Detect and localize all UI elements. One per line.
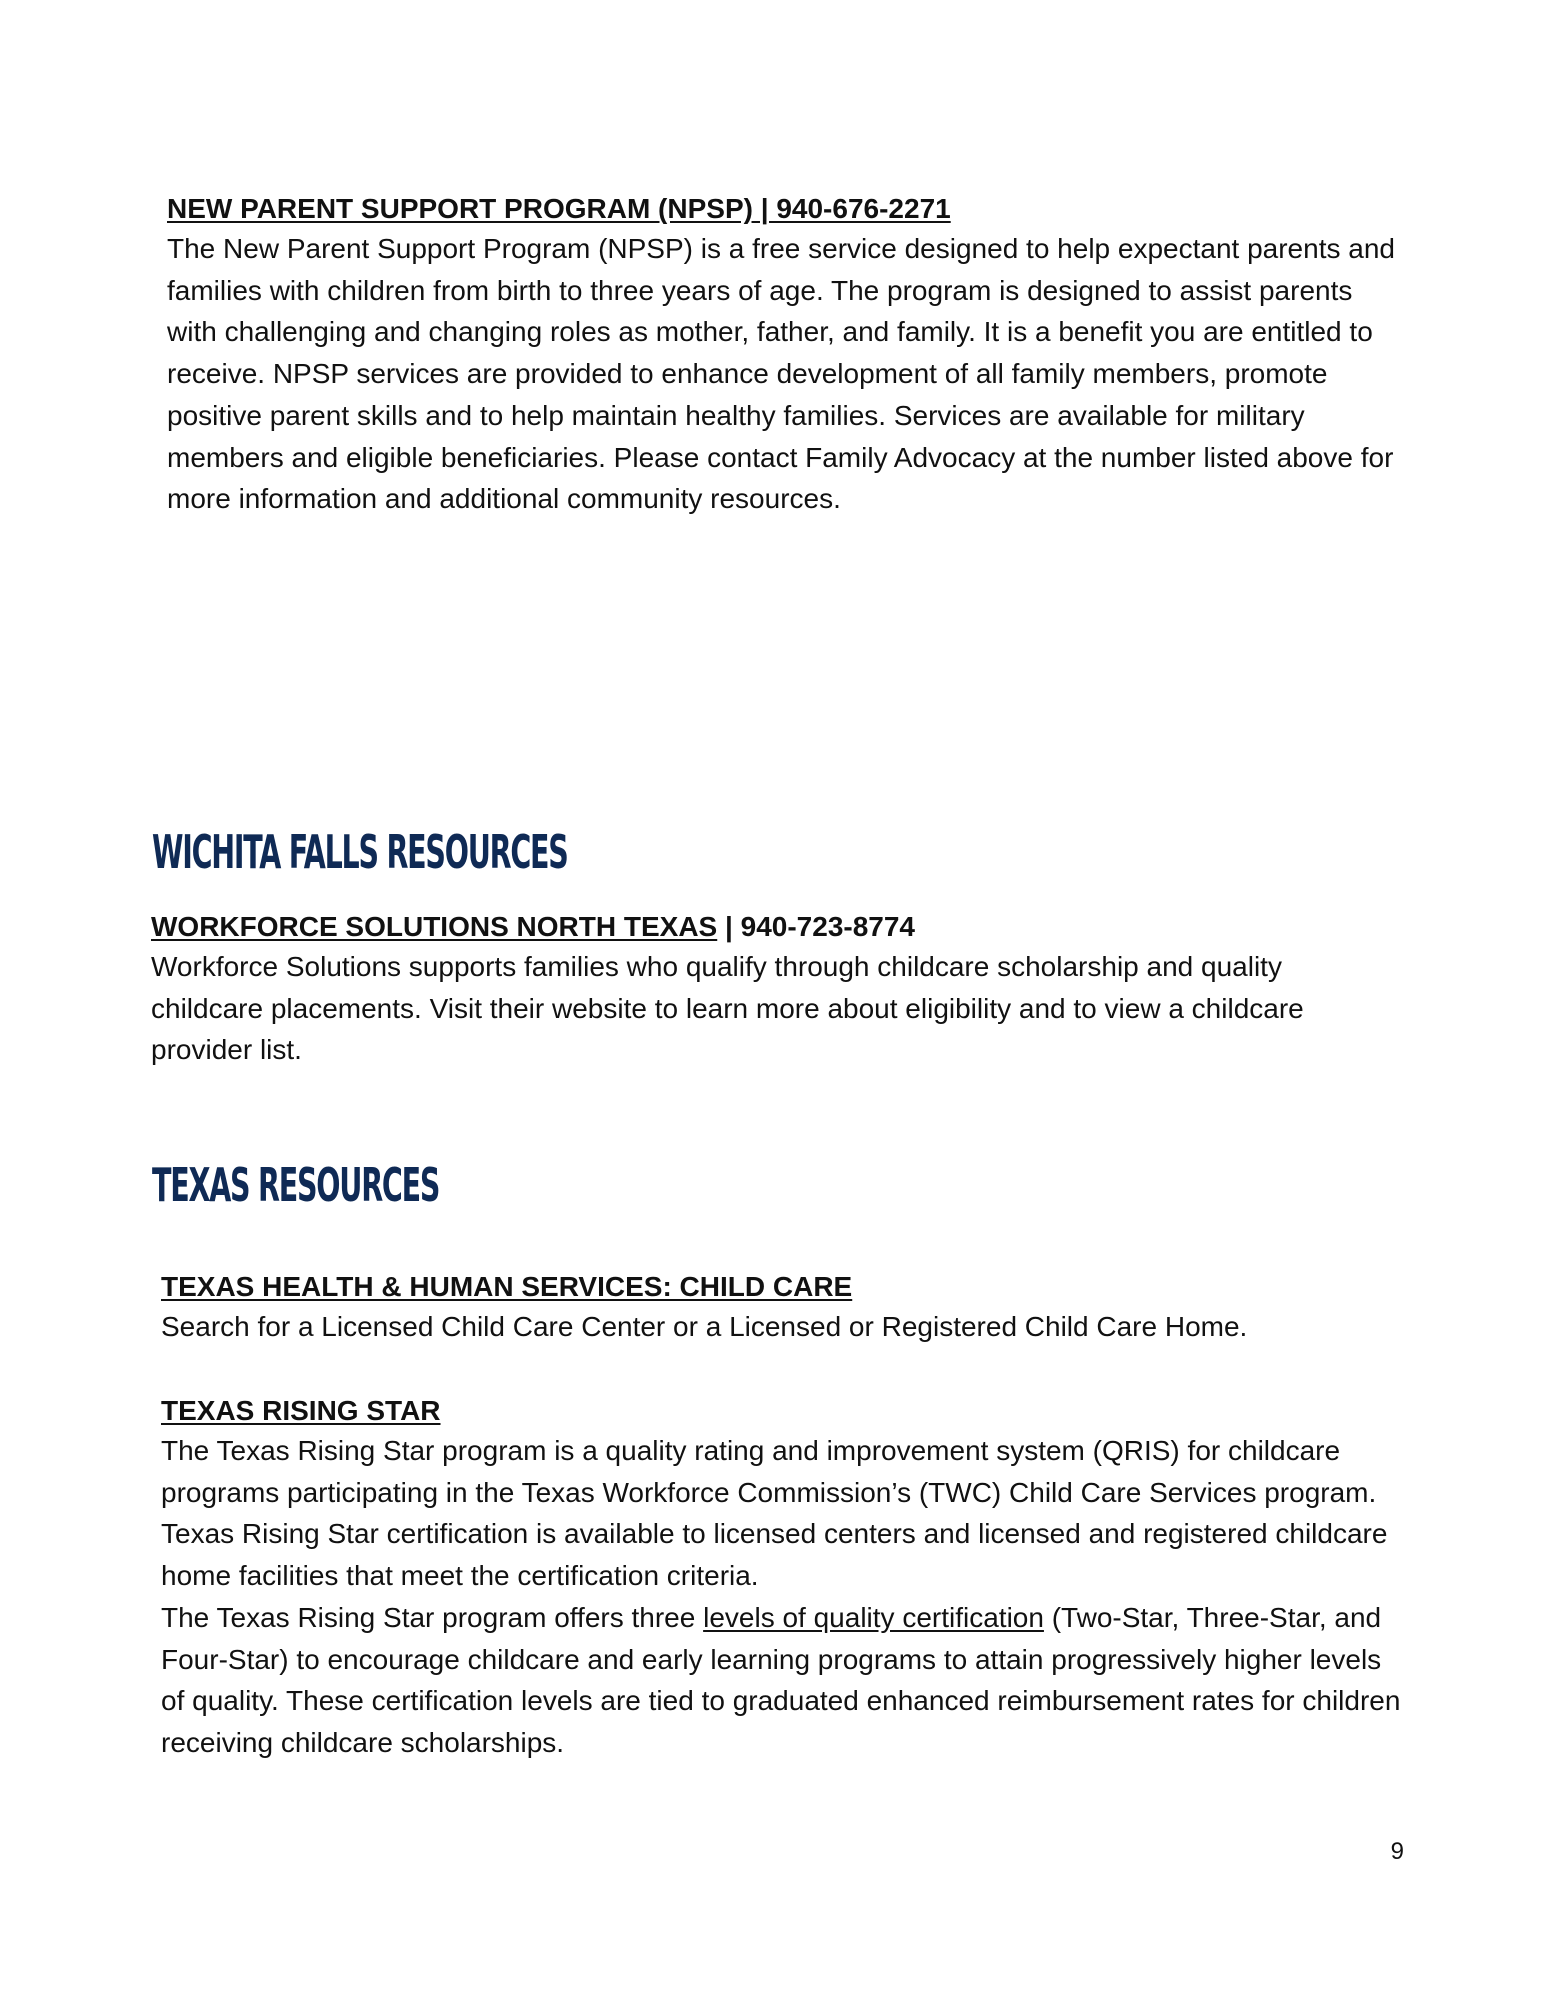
texas-rising-star-paragraph-1: The Texas Rising Star program is a quality rating and improvement system (QRIS) for childcare programs participating in the Texas Workforce Commission’s (TWC) Child Care Services program. bbox=[161, 1435, 1377, 1508]
workforce-phone: | 940-723-8774 bbox=[717, 911, 915, 942]
rising-star-text-before-link: The Texas Rising Star program offers three bbox=[161, 1601, 704, 1633]
npsp-description: The New Parent Support Program (NPSP) is a free service designed to help expectant parents and families with children from birth to three years of age. The program is designed to assist parents with challenging and changing roles as mother, father, and family. It is a benefit you are entitled to receive. NPSP services are provided to enhance development of all family members, promote positive parent skills and to help maintain healthy families. Services are available for military members and eligible beneficiaries. Please contact Family Advocacy at the number listed above for more information and additional community resources. bbox=[167, 233, 1395, 515]
wichita-falls-section-title: WICHITA FALLS RESOURCES bbox=[152, 825, 568, 879]
texas-rising-star-heading bbox=[161, 1392, 1401, 1430]
workforce-solutions-link[interactable]: WORKFORCE SOLUTIONS NORTH TEXAS bbox=[151, 911, 718, 942]
levels-of-quality-certification-link[interactable]: levels of quality certification bbox=[703, 1601, 1044, 1633]
texas-hhs-section bbox=[161, 1268, 1401, 1348]
workforce-heading bbox=[151, 908, 1391, 946]
workforce-solutions-section bbox=[151, 908, 1391, 1071]
page-number: 9 bbox=[1390, 1838, 1404, 1865]
rising-star-text-after-link: (Two-Star, Three-Star, and Four-Star) to encourage childcare and early learning programs to attain progressively higher levels of quality. These certification levels are tied to graduated enhanced reimbursement rates for children receiving childcare scholarships. bbox=[161, 1601, 1401, 1758]
texas-rising-star-paragraph-2: Texas Rising Star certification is available to licensed centers and licensed and registered childcare home facilities that meet the certification criteria. bbox=[161, 1518, 1388, 1592]
texas-resources-section-title: TEXAS RESOURCES bbox=[152, 1158, 440, 1212]
texas-hhs-child-care-link[interactable]: TEXAS HEALTH & HUMAN SERVICES: CHILD CARE bbox=[161, 1271, 853, 1302]
npsp-section bbox=[167, 190, 1407, 520]
npsp-heading[interactable] bbox=[167, 190, 1407, 228]
texas-rising-star-paragraph-3 bbox=[161, 1597, 1401, 1764]
workforce-description: Workforce Solutions supports families who qualify through childcare scholarship and quality childcare placements. Visit their website to learn more about eligibility and to view a childcare provider list. bbox=[151, 951, 1304, 1066]
texas-rising-star-link[interactable]: TEXAS RISING STAR bbox=[161, 1395, 441, 1426]
npsp-heading-link[interactable]: NEW PARENT SUPPORT PROGRAM (NPSP) | 940-676-2271 bbox=[167, 193, 951, 224]
texas-hhs-description: Search for a Licensed Child Care Center or a Licensed or Registered Child Care Home. bbox=[161, 1311, 1248, 1342]
texas-hhs-heading bbox=[161, 1268, 1401, 1306]
texas-rising-star-section bbox=[161, 1392, 1401, 1764]
